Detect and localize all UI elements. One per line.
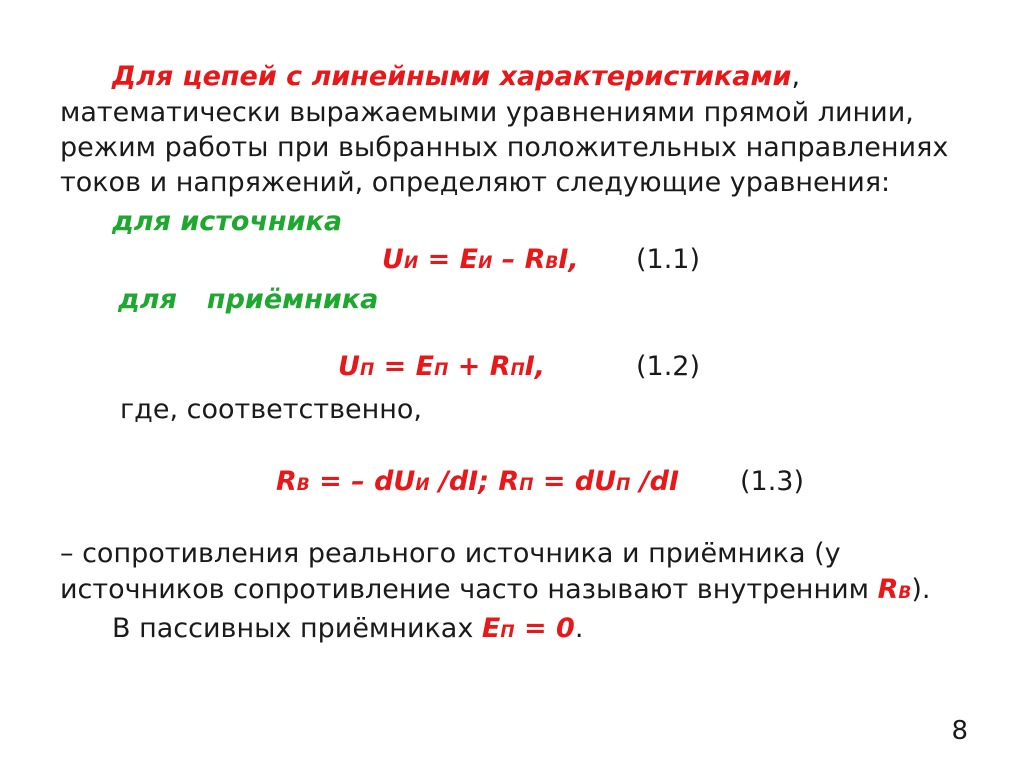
equation-number-1-2: (1.2): [636, 351, 701, 382]
equation-number-1-3: (1.3): [740, 466, 805, 497]
page-number: 8: [951, 716, 968, 746]
intro-lead: Для цепей с линейными характеристиками: [112, 61, 792, 92]
equation-number-1-1: (1.1): [636, 244, 701, 275]
equation-1-3: RВ = – dUИ /dI; RП = dUП /dI: [276, 466, 680, 497]
equation-1-2: UП = EП + RПI,: [338, 351, 546, 382]
intro-line-2: математически выражаемыми уравнениями прямой линии,: [60, 97, 914, 128]
equation-1-1: UИ = EИ – RВI,: [382, 244, 579, 275]
intro-line-3: режим работы при выбранных положительных направлениях: [60, 132, 949, 163]
intro-line-1: [112, 60, 800, 94]
outro-line-1: – сопротивления реального источника и приёмника (у: [60, 538, 841, 569]
outro-line-2: источников сопротивление часто называют внутренним RВ).: [60, 574, 931, 605]
receiver-heading: для приёмника: [118, 284, 379, 315]
source-heading: для источника: [112, 206, 343, 237]
where-text: где, соответственно,: [120, 394, 422, 425]
outro-line-3: В пассивных приёмниках EП = 0.: [112, 613, 584, 644]
intro-line-4: токов и напряжений, определяют следующие уравнения:: [60, 167, 891, 198]
intro-lead-tail: ,: [791, 61, 801, 92]
